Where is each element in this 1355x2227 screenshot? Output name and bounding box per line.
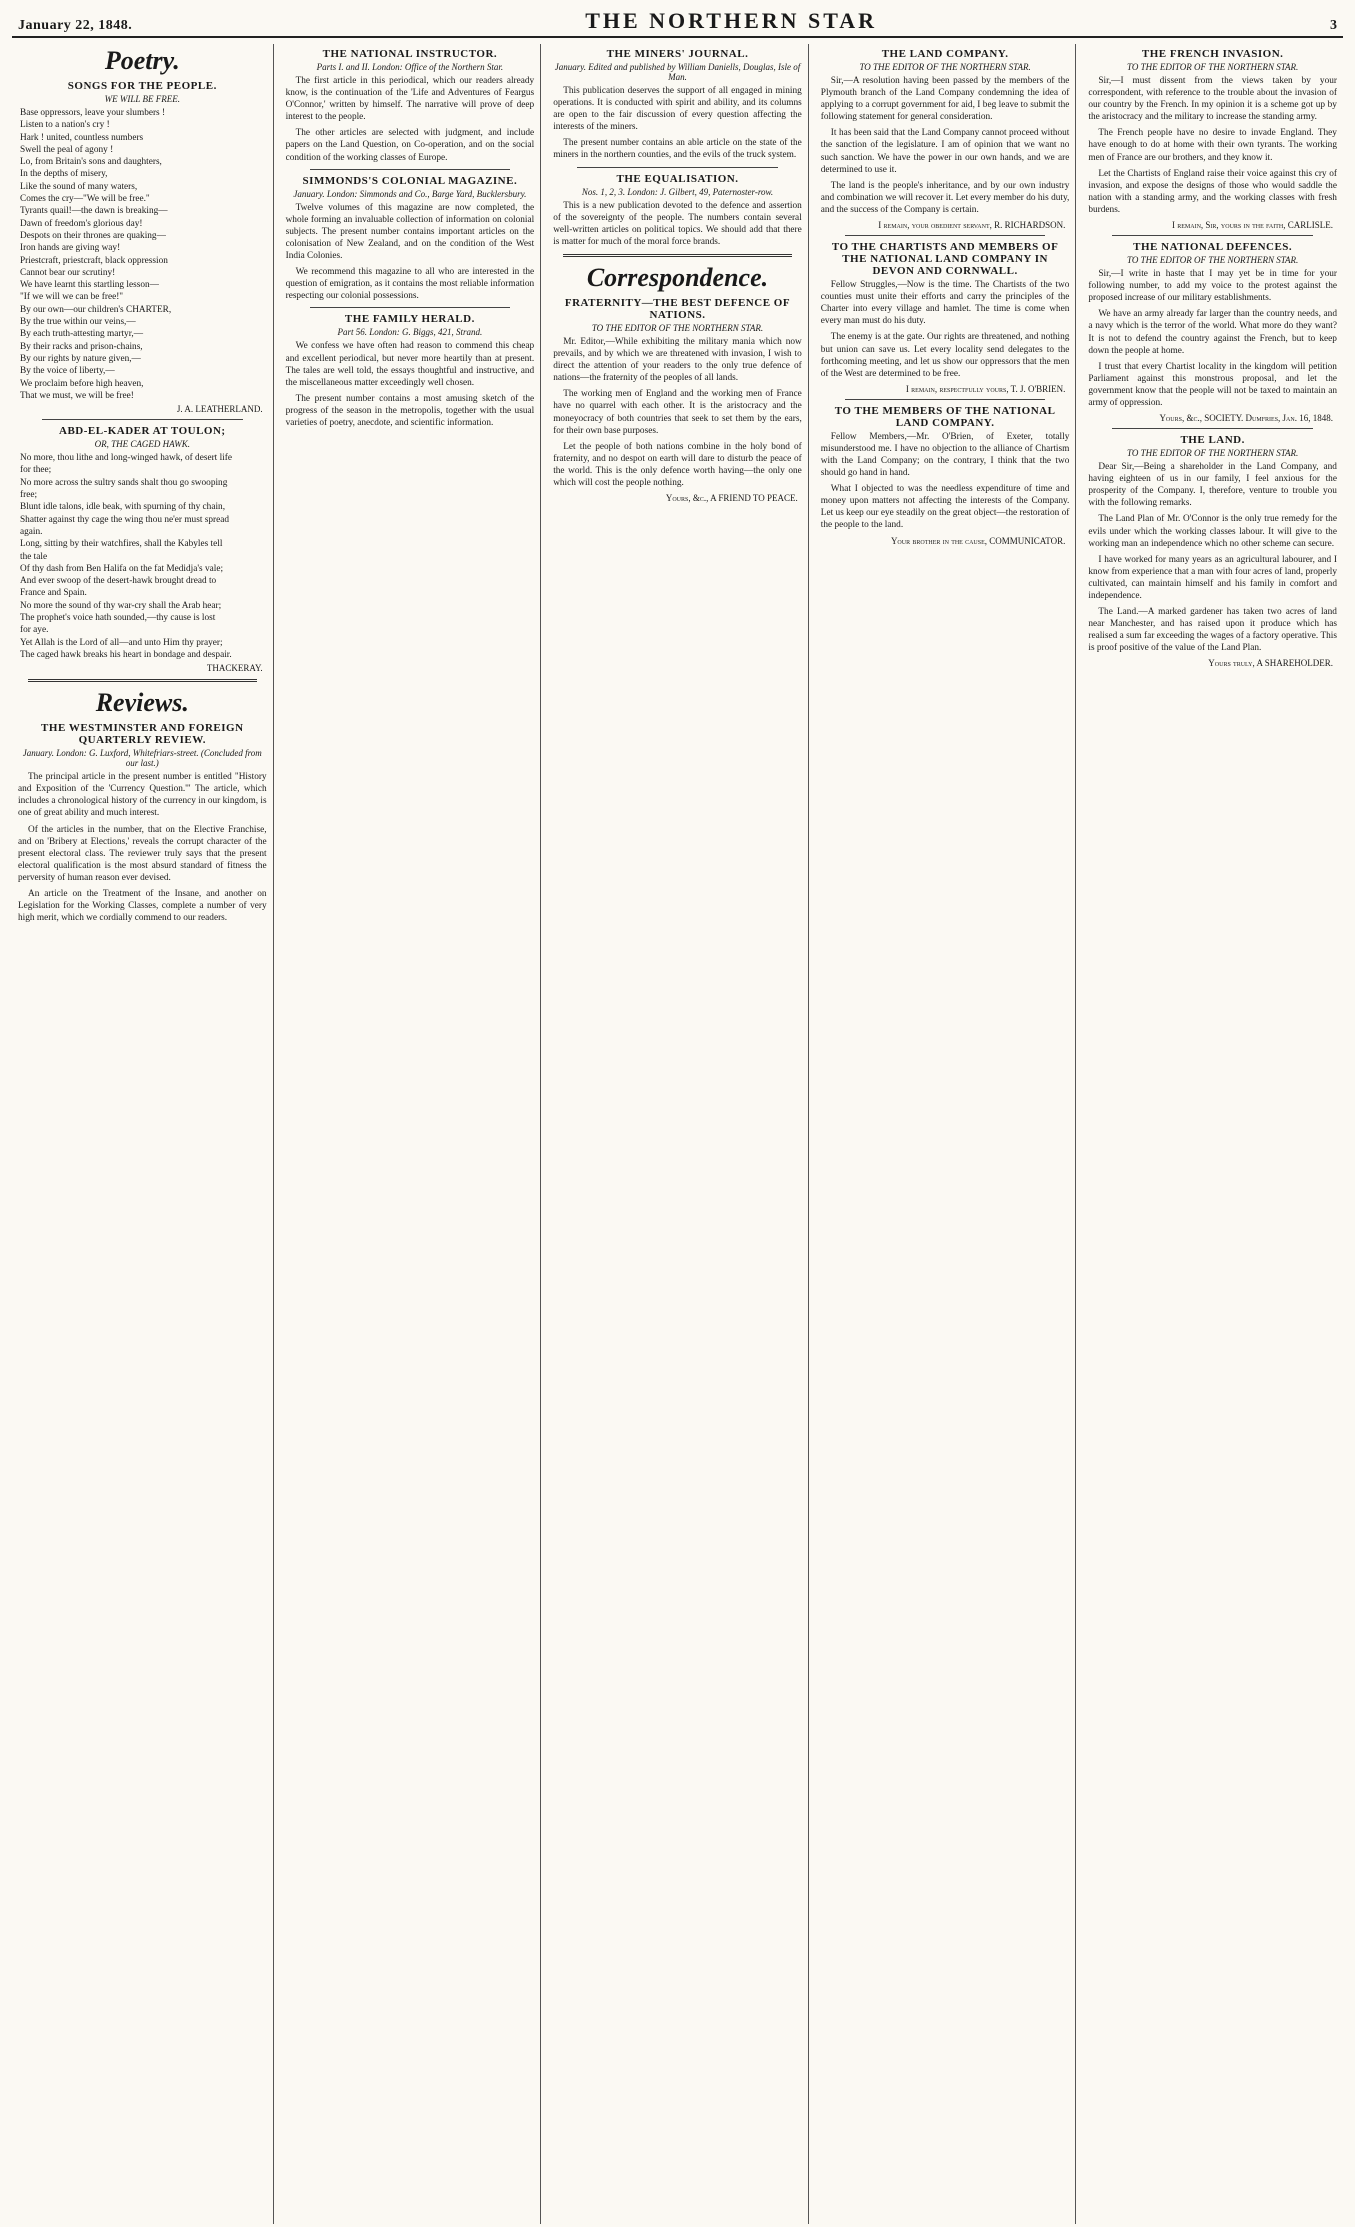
letter-land-company (821, 48, 1070, 230)
divider (28, 679, 257, 682)
letter-salutation: TO THE EDITOR OF THE NORTHERN STAR. (859, 62, 1031, 72)
poem-line: again. (20, 526, 43, 537)
paragraph: We recommend this magazine to all who are interested in the question of emigration, as it contains the most reliable information respecting our colonial possessions. (285, 267, 535, 302)
page-number: 3 (1329, 18, 1337, 33)
letter-signature: I remain, Sir, yours in the faith, CARLISLE. (1171, 220, 1333, 231)
divider (577, 167, 778, 168)
paragraph: The Land.—A marked gardener has taken two acres of land near Manchester, and has raised upon it produce which has realised a sum far exceeding the wages of a factory operative. This is proof positive of the value of the Land Plan. (1088, 607, 1337, 654)
newspaper-title: THE NORTHERN STAR (585, 8, 878, 33)
poem-title: ABD-EL-KADER AT TOULON; (59, 425, 226, 438)
poem-line: No more across the sultry sands shalt thou go swooping (20, 477, 228, 488)
poem-subtitle: OR, THE CAGED HAWK. (94, 439, 190, 450)
paragraph: Fellow Members,—Mr. O'Brien, of Exeter, totally misunderstood me. I have no objection to the alliance of Chartism with the Land Company; on the contrary, I think that the two should go hand in hand. (820, 431, 1070, 479)
letter-body (1088, 461, 1337, 654)
review-westminster (18, 722, 267, 924)
poem-line: Lo, from Britain's sons and daughters, (20, 157, 162, 168)
review-family-herald (286, 313, 535, 429)
letter-title: TO THE MEMBERS OF THE NATIONAL LAND COMPANY. (834, 404, 1056, 429)
section-title-reviews: Reviews. (95, 688, 189, 718)
poem-signature: THACKERAY. (206, 663, 263, 674)
paragraph: An article on the Treatment of the Insane, and another on Legislation for the Working Classes, complete a number of very high merit, which we cordially commend to our readers. (18, 889, 267, 924)
poem-line: Cannot bear our scrutiny! (20, 267, 116, 278)
divider (1112, 428, 1313, 429)
column-3 (547, 44, 809, 2224)
review-subtitle: January. London: G. Luxford, Whitefriars-street. (Concluded from our last.) (22, 748, 262, 769)
poem-line: Iron hands are giving way! (20, 243, 121, 254)
letter-land-members (821, 405, 1070, 546)
letter-body (821, 431, 1070, 532)
columns (12, 44, 1343, 2224)
paragraph: The Land Plan of Mr. O'Connor is the only true remedy for the evils under which the working classes labour. It will give to the working man an independence which no other scheme can secure. (1088, 514, 1337, 549)
paragraph: Of the articles in the number, that on the Elective Franchise, and on 'Bribery at Elections,' reveals the corrupt character of the present electoral class. The reviewer truly says that the present electoral qualification is the most absurd standard of fitness the perversity of human reason ever devised. (18, 824, 267, 883)
review-body (553, 85, 802, 162)
poem-line: free; (20, 490, 38, 501)
letter-body (821, 279, 1070, 380)
letter-body (1088, 75, 1337, 216)
poem-line: In the depths of misery, (20, 169, 108, 180)
poem-line: By each truth-attesting martyr,— (20, 329, 144, 340)
paragraph: The principal article in the present number is entitled "History and Exposition of the 'Currency Question.'" The article, which includes a chronological history of the currency in our kingdom, is one of great ability and much interest. (18, 772, 267, 819)
review-title: THE WESTMINSTER AND FOREIGN QUARTERLY REVIEW. (41, 722, 244, 747)
poem-line: Yet Allah is the Lord of all—and unto Him thy prayer; (20, 637, 223, 648)
paragraph: I have worked for many years as an agricultural labourer, and I know from experience that a man with four acres of land, properly cultivated, can maintain himself and his family in comfort and independence. (1088, 554, 1337, 601)
letter-salutation: TO THE EDITOR OF THE NORTHERN STAR. (591, 322, 764, 333)
review-title: THE EQUALISATION. (616, 172, 739, 185)
divider (310, 307, 511, 308)
paragraph: The present number contains a most amusing sketch of the progress of the season in the metropolis, together with the usual varieties of poetry, anecdote, and scientific information. (285, 393, 535, 428)
letter-signature: Your brother in the cause, COMMUNICATOR. (890, 535, 1066, 546)
review-subtitle: Nos. 1, 2, 3. London: J. Gilbert, 49, Paternoster-row. (581, 186, 774, 197)
poem-line: By their racks and prison-chains, (20, 341, 143, 352)
letter-title: THE LAND. (1180, 434, 1245, 447)
poem-line: By our rights by nature given,— (20, 353, 141, 364)
poem-title: SONGS FOR THE PEOPLE. (67, 80, 217, 92)
paragraph: This publication deserves the support of all engaged in mining operations. It is conducted with spirit and ability, and its columns are open to the fair discussion of every question affecting the interests of the miners. (553, 86, 802, 133)
paragraph: The French people have no desire to invade England. They have enough to do at home with their own tyrants. The working men of France are our brothers, and they know it. (1088, 128, 1337, 163)
poem-line: "If we will we can be free!" (20, 292, 124, 303)
paragraph: Mr. Editor,—While exhibiting the military mania which now prevails, and by which we are threatened with invasion, I wish to direct the attention of your readers to the only true defence of nations—the fraternity of the peoples of all lands. (553, 336, 802, 384)
poem-line: No more, thou lithe and long-winged hawk, of desert life (20, 453, 232, 464)
divider (42, 419, 243, 420)
letter-fraternity (553, 297, 802, 503)
poem-line: And ever swoop of the desert-hawk brought dread to (20, 576, 217, 587)
review-equalisation (553, 173, 802, 248)
column-4 (815, 44, 1077, 2224)
paragraph: I trust that every Chartist locality in the kingdom will petition Parliament against this monstrous proposal, and let the government know that the people will not be taxed to maintain an army of oppression. (1088, 361, 1337, 408)
paragraph: The first article in this periodical, which our readers already know, is the continuation of the 'Life and Adventures of Feargus O'Connor,' written by himself. The narrative will prove of deep interest to the people. (285, 76, 535, 123)
review-body (286, 340, 535, 429)
poem-line: Hark ! united, countless numbers (20, 132, 144, 143)
letter-title: TO THE CHARTISTS AND MEMBERS OF THE NATIONAL LAND COMPANY IN DEVON AND CORNWALL. (831, 241, 1059, 278)
poem-line: No more the sound of thy war-cry shall the Arab hear; (20, 600, 222, 611)
section-title-correspondence: Correspondence. (586, 262, 769, 292)
poem-line: The prophet's voice hath sounded,—thy cause is lost (20, 612, 216, 623)
review-subtitle: January. London: Simmonds and Co., Barge Yard, Bucklersbury. (293, 188, 527, 199)
review-subtitle: Part 56. London: G. Biggs, 421, Strand. (337, 327, 483, 338)
paragraph: It has been said that the Land Company cannot proceed without the sanction of the legislature. I am of opinion that we want no such sanction. We have the power in our own hands, and we are determined to use it. (820, 128, 1070, 175)
poem-line: Shatter against thy cage the wing thou ne'er must spread (20, 514, 229, 525)
poem-lines (18, 107, 267, 402)
paragraph: The land is the people's inheritance, and by our own industry and combination we will recover it. Let every member do his duty, and the success of the Company is certain. (820, 180, 1070, 215)
poem-line: We have learnt this startling lesson— (20, 280, 159, 291)
poem-signature: J. A. LEATHERLAND. (176, 404, 263, 415)
paragraph: Twelve volumes of this magazine are now completed, the whole forming an invaluable collection of information on colonial subjects. The present number contains important articles on the colonisation of New Zealand, and on the condition of the West India Colonies. (285, 202, 535, 262)
paragraph: What I objected to was the needless expenditure of time and money upon matters not affecting the interests of the Company. Let us keep our eye steadily on the great object—the restoration of the people to the land. (820, 484, 1070, 531)
poem-line: That we must, we will be free! (20, 390, 134, 401)
letter-body (553, 336, 802, 489)
paragraph: Let the Chartists of England raise their voice against this cry of invasion, and expose the designs of those who would saddle the nation with a standing army, and the working classes with fresh burdens. (1088, 168, 1337, 215)
paragraph: We confess we have often had reason to commend this cheap and excellent periodical, but never more heartily than at present. The tales are well told, the essays thoughtful and instructive, and the miscellaneous matter exceedingly well chosen. (285, 341, 535, 388)
letter-body (1088, 268, 1337, 409)
paragraph: Sir,—I write in haste that I may yet be in time for your following number, to add my voice to the protest against the proposed increase of our military establishments. (1088, 269, 1337, 304)
review-title: THE NATIONAL INSTRUCTOR. (322, 48, 498, 60)
paragraph: Let the people of both nations combine in the holy bond of fraternity, and no despot on earth will dare to disturb the peace of the world. This is the only defence worth having—the only one which will cost the people nothing. (553, 441, 802, 488)
letter-national-defences (1088, 241, 1337, 423)
poem-line: Base oppressors, leave your slumbers ! (20, 108, 166, 118)
divider (310, 169, 511, 170)
review-national-instructor (286, 48, 535, 164)
divider (845, 235, 1046, 236)
paragraph: Fellow Struggles,—Now is the time. The Chartists of the two counties must unite their efforts and carry the principles of the Charter into every village and hamlet. The time is come when every man must do his duty. (820, 280, 1070, 327)
poem-line: Long, sitting by their watchfires, shall the Kabyles tell (20, 539, 223, 550)
paragraph: This is a new publication devoted to the defence and assertion of the sovereignty of the people. The numbers contain several well-written articles on political topics. We should add that there is matter for much of the moral force brands. (553, 200, 802, 247)
letter-title: THE LAND COMPANY. (881, 48, 1009, 60)
review-subtitle: January. Edited and published by William Daniells, Douglas, Isle of Man. (554, 62, 801, 82)
column-1 (12, 44, 274, 2224)
review-body (286, 75, 535, 164)
letter-salutation: TO THE EDITOR OF THE NORTHERN STAR. (1127, 255, 1299, 266)
review-title: THE MINERS' JOURNAL. (606, 48, 749, 60)
issue-date: January 22, 1848. (18, 18, 133, 33)
review-body (18, 771, 267, 924)
poem-line: Of thy dash from Ben Halifa on the fat Medidja's vale; (20, 563, 224, 574)
paragraph: The present number contains an able article on the state of the miners in the northern counties, and the evils of the truck system. (553, 138, 802, 161)
letter-french-invasion (1088, 48, 1337, 230)
letter-the-land (1088, 434, 1337, 668)
section-title-poetry: Poetry. (104, 46, 180, 75)
letter-title: FRATERNITY—THE BEST DEFENCE OF NATIONS. (564, 296, 791, 321)
paragraph: Dear Sir,—Being a shareholder in the Land Company, and having eighteen of us in our family, I feel anxious for the prosperity of the Company. I, therefore, venture to trouble you with the following remarks. (1088, 462, 1337, 509)
paragraph: Sir,—A resolution having been passed by the members of the Plymouth branch of the Land Company condemning the idea of applying to a corrupt government for aid, I beg leave to submit the following statement for general consideration. (820, 76, 1070, 123)
column-5 (1082, 44, 1343, 2224)
masthead (12, 8, 1343, 38)
poem-line: Blunt idle talons, idle beak, with spurning of thy chain, (20, 502, 226, 513)
letter-title: THE NATIONAL DEFENCES. (1133, 241, 1293, 254)
letter-chartists-devon (821, 241, 1070, 394)
poem-line: By our own—our children's CHARTER, (20, 304, 172, 315)
poem-line: Comes the cry—"We will be free." (20, 194, 150, 205)
poem-line: Despots on their thrones are quaking— (20, 230, 166, 241)
poem-line: Priestcraft, priestcraft, black oppression (20, 255, 168, 266)
poem-line: Swell the peal of agony ! (20, 144, 114, 155)
paragraph: The enemy is at the gate. Our rights are threatened, and nothing but union can save us. Let every locality send delegates to the forthcoming meeting, and let us show our oppressors that the men of the West are determined to be free. (820, 332, 1070, 379)
review-title: SIMMONDS'S COLONIAL MAGAZINE. (302, 174, 518, 187)
review-colonial-magazine (286, 175, 535, 303)
divider (1112, 235, 1313, 236)
paragraph: The other articles are selected with judgment, and include papers on the Land Question, on Co-operation, and on the social condition of the working classes of Europe. (285, 128, 535, 163)
poem-line: The caged hawk breaks his heart in bondage and despair. (20, 649, 232, 660)
letter-signature: I remain, respectfully yours, T. J. O'BRIEN. (905, 383, 1066, 394)
paragraph: Sir,—I must dissent from the views taken by your correspondent, with reference to the trouble about the invasion of our country by the French. In my opinion it is a scheme got up by the aristocracy and the military to increase the standing army. (1088, 76, 1337, 123)
paragraph: We have an army already far larger than the country needs, and a navy which is the terror of the world. What more do they want? It is not to defend the country against the French, but to keep down the people at home. (1088, 309, 1337, 356)
poem-line: Like the sound of many waters, (20, 181, 138, 192)
paragraph: The working men of England and the working men of France have no quarrel with each other. It is the aristocracy and the moneyocracy of both countries that seek to set them by the ears, for their own base purposes. (553, 389, 802, 436)
poem-line: for thee; (20, 465, 52, 476)
poem-songs-for-the-people (18, 80, 267, 414)
review-title: THE FAMILY HERALD. (344, 313, 475, 326)
review-subtitle: Parts I. and II. London: Office of the Northern Star. (316, 62, 504, 72)
column-2 (280, 44, 542, 2224)
review-body (286, 202, 535, 303)
poem-line: France and Spain. (20, 588, 87, 599)
poem-line: the tale (20, 551, 48, 562)
divider (563, 254, 792, 257)
poem-line: for aye. (20, 625, 49, 636)
poem-subtitle: WE WILL BE FREE. (104, 94, 180, 104)
poem-line: Dawn of freedom's glorious day! (20, 218, 143, 229)
poem-line: Tyrants quail!—the dawn is breaking— (20, 206, 168, 217)
review-miners-journal (553, 48, 802, 162)
letter-signature: Yours truly, A SHAREHOLDER. (1208, 658, 1333, 669)
letter-title: THE FRENCH INVASION. (1141, 48, 1284, 60)
poem-line: We proclaim before high heaven, (20, 378, 144, 389)
poem-line: Listen to a nation's cry ! (20, 120, 110, 131)
letter-signature: I remain, your obedient servant, R. RICHARDSON. (878, 220, 1066, 231)
divider (845, 399, 1046, 400)
letter-salutation: TO THE EDITOR OF THE NORTHERN STAR. (1127, 62, 1299, 72)
review-body (553, 200, 802, 248)
letter-body (821, 75, 1070, 216)
poem-line: By the voice of liberty,— (20, 366, 115, 377)
poem-line: By the true within our veins,— (20, 317, 136, 328)
letter-salutation: TO THE EDITOR OF THE NORTHERN STAR. (1127, 448, 1299, 459)
poem-lines (18, 452, 267, 661)
poem-abd-el-kader (18, 425, 267, 673)
letter-signature: Yours, &c., A FRIEND TO PEACE. (665, 493, 798, 504)
letter-signature: Yours, &c., SOCIETY. Dumfries, Jan. 16, 1848. (1159, 413, 1333, 424)
